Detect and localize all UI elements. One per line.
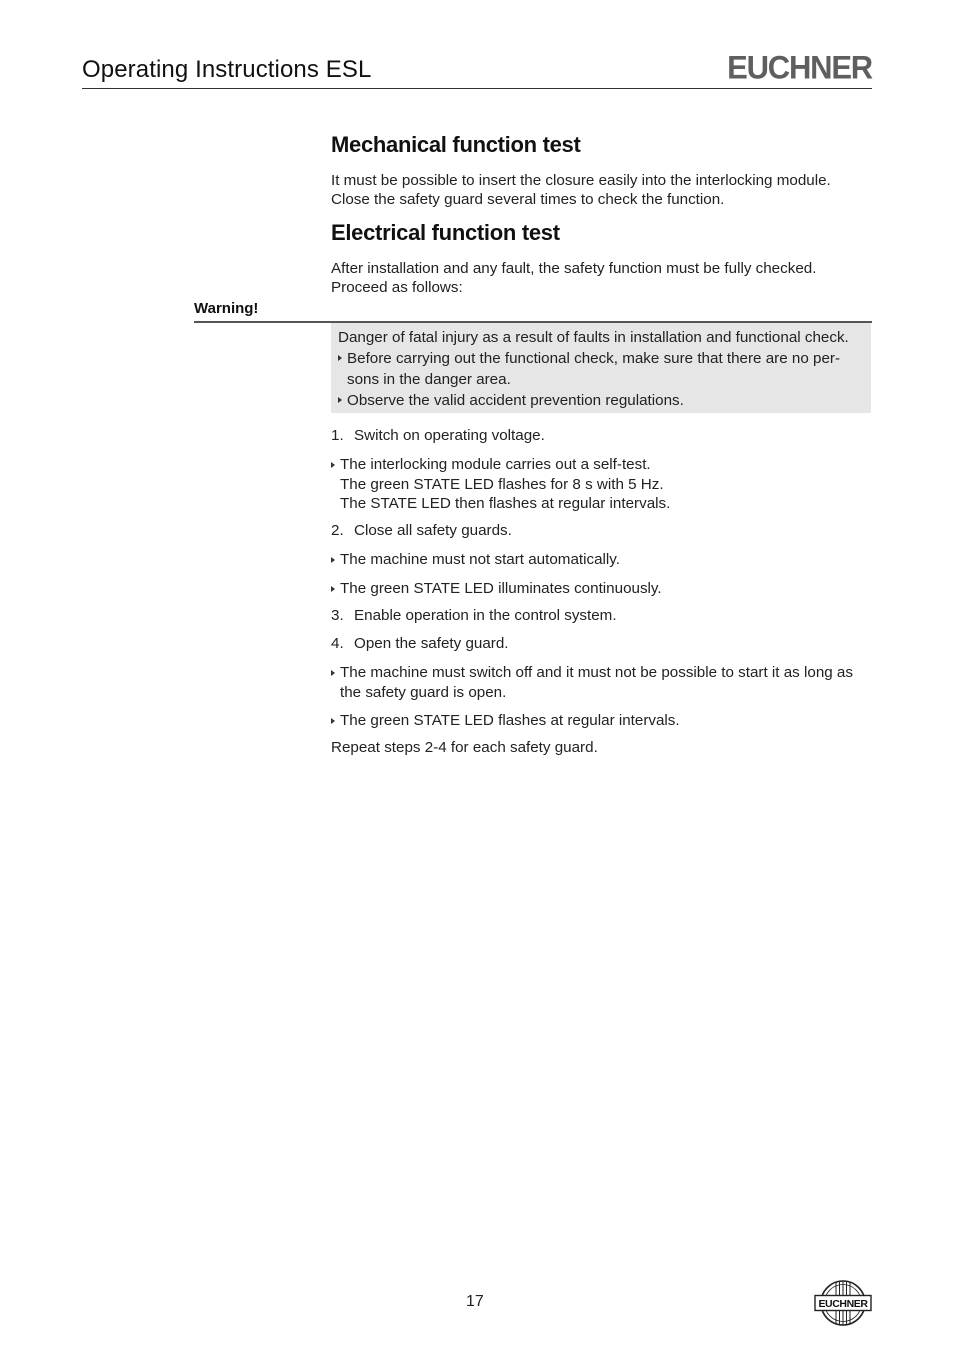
bullet-arrow-icon — [331, 586, 335, 592]
mechanical-test-heading: Mechanical function test — [331, 132, 581, 157]
electrical-test-text: After installation and any fault, the safety function must be fully checked. Proceed as follows: — [331, 260, 817, 296]
procedure-step — [331, 427, 545, 444]
procedure-result: The machine must switch off and it must not be possible to start it as long as the safety guard is open. — [331, 663, 872, 702]
document-title: Operating Instructions ESL — [82, 56, 372, 83]
page-number: 17 — [466, 1293, 484, 1310]
bullet-arrow-icon — [331, 462, 335, 468]
warning-bullet-continuation: sons in the danger area. — [347, 371, 511, 388]
euchner-emblem-icon — [814, 1279, 872, 1327]
warning-box — [331, 323, 871, 413]
step-text: Open the safety guard. — [354, 635, 509, 652]
page-header — [82, 50, 872, 89]
bullet-arrow-icon — [338, 355, 342, 361]
warning-bullet: Observe the valid accident prevention regulations. — [338, 392, 684, 409]
bullet-arrow-icon — [338, 397, 342, 403]
electrical-test-heading: Electrical function test — [331, 220, 560, 245]
procedure-result: The green STATE LED flashes at regular intervals. — [331, 711, 872, 731]
warning-bullet: Before carrying out the functional check, make sure that there are no per- — [338, 350, 840, 367]
step-number: 2. — [331, 522, 344, 539]
procedure-result: The interlocking module carries out a self-test. The green STATE LED flashes for 8 s with 5 Hz. The STATE LED then flashes at regular intervals. — [331, 455, 872, 514]
bullet-arrow-icon — [331, 718, 335, 724]
step-number: 4. — [331, 635, 344, 652]
emblem-text: EUCHNER — [818, 1298, 868, 1310]
procedure-result: The machine must not start automatically. — [331, 550, 872, 570]
procedure-step — [331, 522, 512, 539]
mechanical-test-text: It must be possible to insert the closure easily into the interlocking module. Close the safety guard several times to check the function. — [331, 172, 831, 208]
procedure-result: The green STATE LED illuminates continuously. — [331, 579, 872, 599]
bullet-arrow-icon — [331, 557, 335, 563]
procedure-step — [331, 635, 509, 652]
step-number: 3. — [331, 607, 344, 624]
bullet-arrow-icon — [331, 670, 335, 676]
step-number: 1. — [331, 427, 344, 444]
mechanical-test-section — [331, 132, 872, 209]
procedure-closing: Repeat steps 2-4 for each safety guard. — [331, 739, 598, 756]
electrical-test-section — [331, 220, 872, 297]
warning-label: Warning! — [194, 300, 259, 317]
step-text: Switch on operating voltage. — [354, 427, 545, 444]
brand-logo: EUCHNER — [727, 49, 872, 86]
step-text: Close all safety guards. — [354, 522, 512, 539]
warning-intro: Danger of fatal injury as a result of faults in installation and functional check. — [338, 329, 849, 346]
procedure-step — [331, 607, 617, 624]
step-text: Enable operation in the control system. — [354, 607, 617, 624]
